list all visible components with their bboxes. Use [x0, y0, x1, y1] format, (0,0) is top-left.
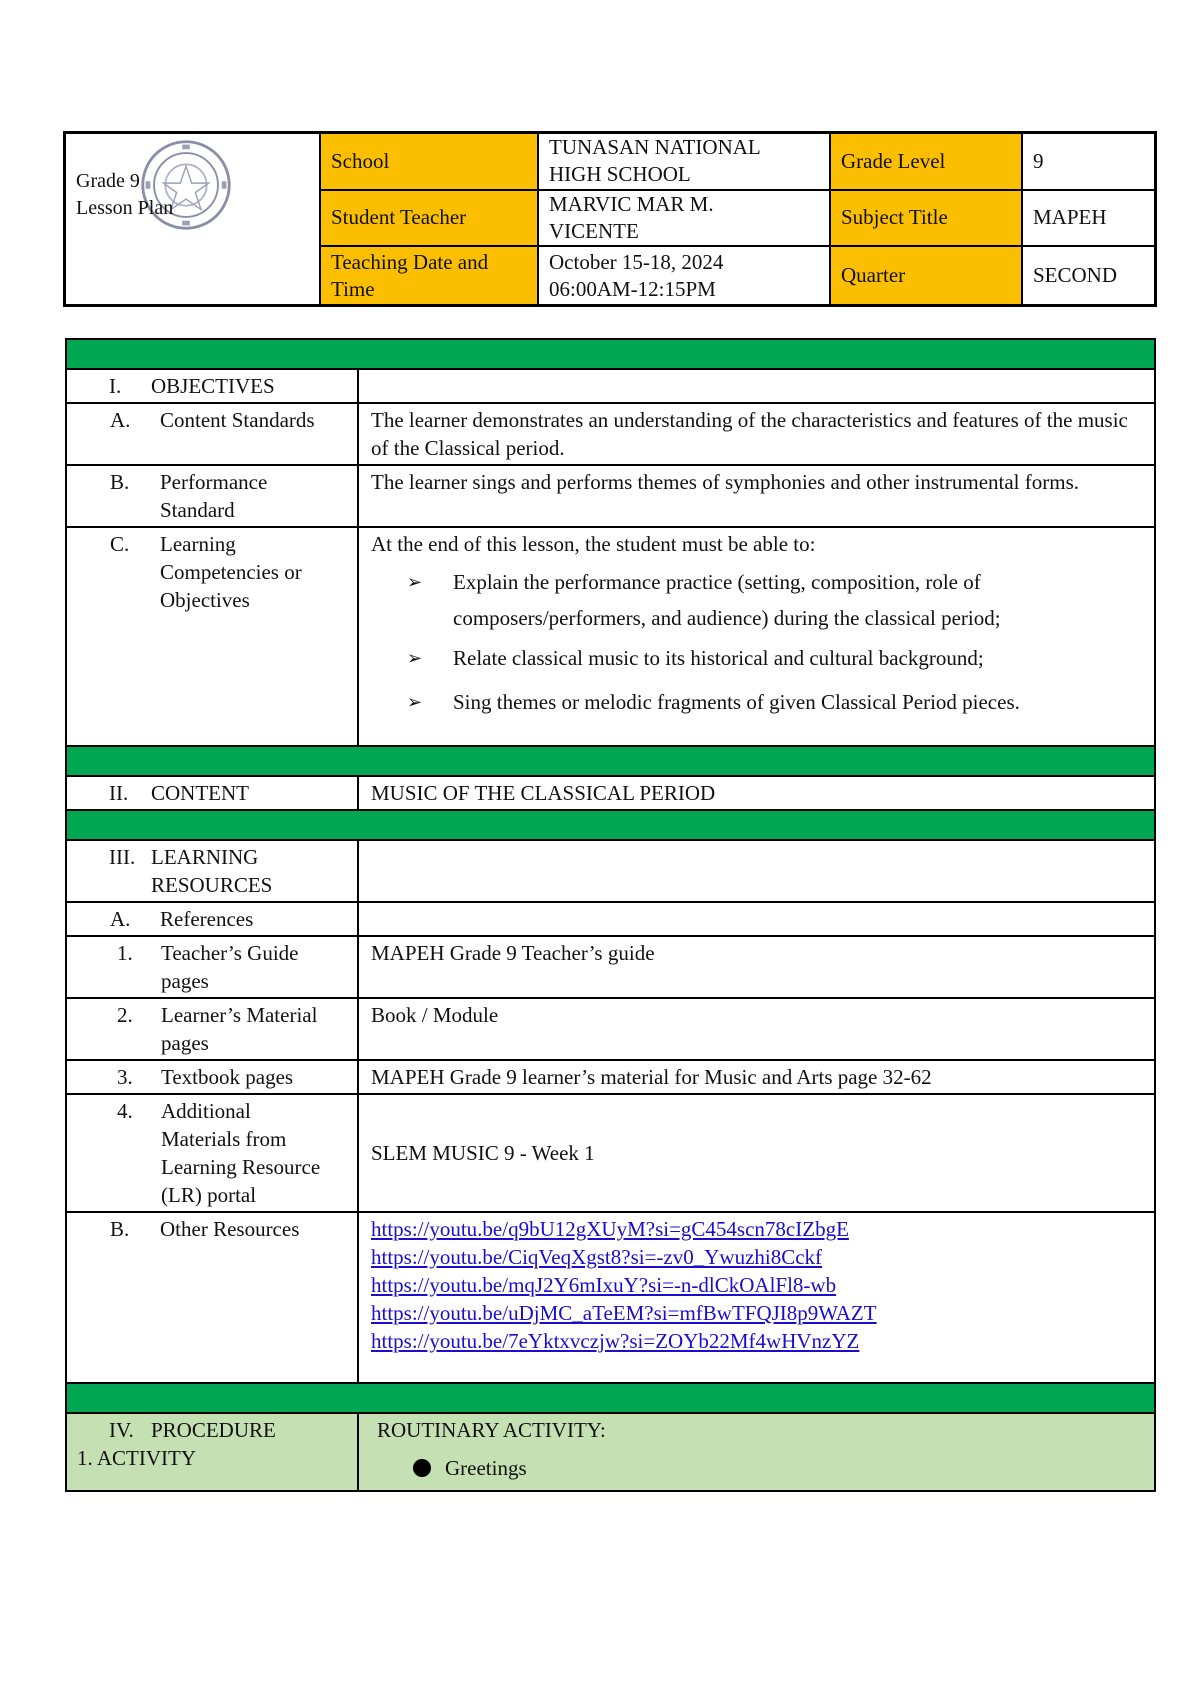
competencies-label: C. Learning Competencies or Objectives: [67, 528, 359, 745]
performance-standard-text: The learner sings and performs themes of symphonies and other instrumental forms.: [371, 470, 1079, 494]
learners-material-row: [67, 999, 1154, 1061]
youtube-link-1[interactable]: https://youtu.be/q9bU12gXUyM?si=gC454scn78cIZbgE: [371, 1217, 849, 1241]
arrow-bullet-icon: ➢: [407, 572, 423, 592]
competencies-row: [67, 528, 1154, 747]
grade-level-value: 9: [1023, 134, 1154, 191]
section-divider: [67, 340, 1154, 370]
competencies-content: [359, 528, 1154, 745]
list-item: ➢ Relate classical music to its historical and cultural background;: [371, 640, 1142, 676]
learners-material-value: Book / Module: [371, 1003, 499, 1027]
arrow-bullet-icon: ➢: [407, 648, 423, 668]
caption-line-2: Lesson Plan: [76, 197, 174, 219]
teaching-date-value: October 15-18, 2024 06:00AM-12:15PM: [539, 247, 831, 304]
content-standards-row: [67, 404, 1154, 466]
performance-standard-label: B. Performance Standard: [67, 466, 359, 526]
references-label: A. References: [67, 903, 359, 935]
youtube-link-5[interactable]: https://youtu.be/7eYktxvczjw?si=ZOYb22Mf4wHVnzYZ: [371, 1329, 860, 1353]
competencies-intro: At the end of this lesson, the student must be able to:: [371, 532, 816, 556]
logo-cell: [66, 134, 321, 304]
subject-title-value: MAPEH: [1023, 191, 1154, 248]
school-label: School: [321, 134, 539, 191]
teachers-guide-row: [67, 937, 1154, 999]
other-resources-row: [67, 1213, 1154, 1384]
textbook-value: MAPEH Grade 9 learner’s material for Music and Arts page 32-62: [371, 1065, 932, 1089]
learners-material-label: 2. Learner’s Material pages: [67, 999, 359, 1059]
objectives-row: [67, 370, 1154, 404]
youtube-link-2[interactable]: https://youtu.be/CiqVeqXgst8?si=-zv0_Ywuzhi8Cckf: [371, 1245, 823, 1269]
teachers-guide-label: 1. Teacher’s Guide pages: [67, 937, 359, 997]
arrow-bullet-icon: ➢: [407, 692, 423, 712]
caption-line-1: Grade 9: [76, 170, 140, 192]
content-heading: II. CONTENT: [67, 777, 359, 809]
quarter-label: Quarter: [831, 247, 1023, 304]
performance-standard-row: [67, 466, 1154, 528]
logo-caption: [76, 168, 173, 222]
additional-materials-label: 4. Additional Materials from Learning Resource (LR) portal: [67, 1095, 359, 1211]
school-value: TUNASAN NATIONAL HIGH SCHOOL: [539, 134, 831, 191]
section-divider: [67, 747, 1154, 777]
teaching-date-label: Teaching Date and Time: [321, 247, 539, 304]
routinary-heading: ROUTINARY ACTIVITY:: [377, 1418, 606, 1442]
header-info-grid: [321, 134, 1154, 304]
grade-level-label: Grade Level: [831, 134, 1023, 191]
procedure-sub: 1. ACTIVITY: [77, 1446, 196, 1470]
content-standards-text: The learner demonstrates an understanding of the characteristics and features of the music of the Classical period.: [371, 408, 1128, 460]
objectives-heading: I. OBJECTIVES: [67, 370, 359, 402]
youtube-link-3[interactable]: https://youtu.be/mqJ2Y6mIxuY?si=-n-dlCkOAlFl8-wb: [371, 1273, 837, 1297]
procedure-heading: IV. PROCEDURE 1. ACTIVITY: [67, 1414, 359, 1490]
section-divider: [67, 811, 1154, 841]
procedure-row: [67, 1414, 1154, 1490]
section-divider: [67, 1384, 1154, 1414]
other-resources-links: [359, 1213, 1154, 1382]
header-table: [63, 131, 1157, 307]
content-row: [67, 777, 1154, 811]
additional-materials-value: SLEM MUSIC 9 - Week 1: [371, 1141, 595, 1165]
teachers-guide-value: MAPEH Grade 9 Teacher’s guide: [371, 941, 655, 965]
bullet-dot-icon: [413, 1459, 431, 1477]
subject-title-label: Subject Title: [831, 191, 1023, 248]
learning-resources-heading: III. LEARNING RESOURCES: [67, 841, 359, 901]
textbook-label: 3. Textbook pages: [67, 1061, 359, 1093]
textbook-row: [67, 1061, 1154, 1095]
content-value: MUSIC OF THE CLASSICAL PERIOD: [371, 781, 716, 805]
competencies-list: [371, 564, 1142, 720]
references-row: [67, 903, 1154, 937]
other-resources-label: B. Other Resources: [67, 1213, 359, 1382]
list-item: ➢ Explain the performance practice (setting, composition, role of composers/performers, and audience) during the classical period;: [371, 564, 1142, 636]
procedure-content: [359, 1414, 1154, 1490]
student-teacher-value: MARVIC MAR M. VICENTE: [539, 191, 831, 248]
content-standards-label: A. Content Standards: [67, 404, 359, 464]
student-teacher-label: Student Teacher: [321, 191, 539, 248]
additional-materials-row: [67, 1095, 1154, 1213]
list-item: ➢ Sing themes or melodic fragments of given Classical Period pieces.: [371, 684, 1142, 720]
lesson-table: [65, 338, 1156, 1492]
learning-resources-row: [67, 841, 1154, 903]
quarter-value: SECOND: [1033, 263, 1118, 288]
list-item: Greetings: [377, 1454, 1142, 1482]
youtube-link-4[interactable]: https://youtu.be/uDjMC_aTeEM?si=mfBwTFQJI8p9WAZT: [371, 1301, 877, 1325]
